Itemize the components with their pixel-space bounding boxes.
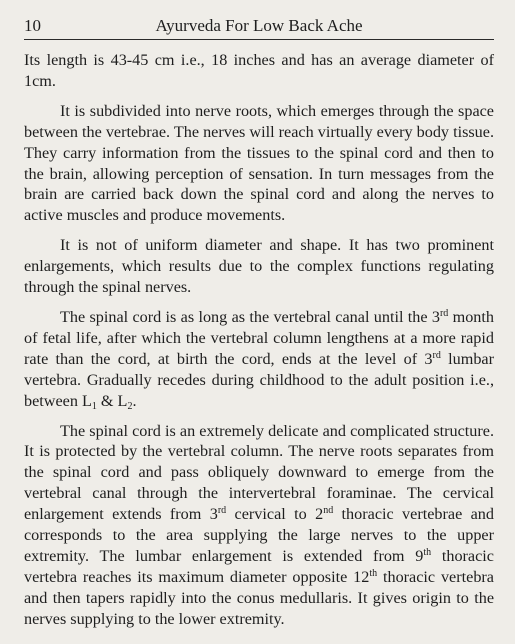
vertebra-subscript: 1	[91, 400, 97, 412]
text-run: thoracic vertebra and then tapers rapidly into the conus medullaris. It gives origin to the nerves supplying to the lower extremity.	[24, 567, 494, 628]
ordinal-superscript: rd	[439, 307, 449, 319]
running-head: Ayurveda For Low Back Ache	[155, 16, 363, 35]
text-run: & L	[96, 391, 128, 410]
paragraph-structure	[24, 421, 494, 630]
ordinal-superscript: th	[423, 546, 432, 558]
body-text	[24, 50, 494, 639]
paragraph-nerve-roots	[24, 101, 494, 226]
text-run: cervical to 2	[226, 505, 324, 524]
vertebra-subscript: 2	[127, 400, 133, 412]
page-number: 10	[24, 16, 41, 35]
text-run: The spinal cord is an extremely delicate and complicated structure. It is protected by the vertebral column. The nerve roots separates from the spinal cord and pass obliquely downward to emerge from the vertebral canal through the intervertebral foraminae. The cervical enlargement extends from 3	[24, 421, 494, 524]
paragraph-text: Its length is 43-45 cm i.e., 18 inches and has an average diameter of 1cm.	[24, 51, 494, 90]
ordinal-superscript: th	[369, 567, 378, 579]
text-run: lumbar vertebra. Gradually recedes during childhood to the adult position i.e., between L	[24, 349, 494, 410]
text-run: The spinal cord is as long as the vertebral canal until the 3	[60, 307, 440, 326]
ordinal-superscript: rd	[432, 349, 441, 361]
text-run: month of fetal life, after which the vertebral column lengthens at a more rapid rate than the cord, at birth the cord, ends at the level of 3	[24, 307, 494, 368]
paragraph-fetal-development	[24, 307, 494, 412]
paragraph-text: It is not of uniform diameter and shape. It has two prominent enlargements, which results due to the complex functions regulating through the spinal nerves.	[24, 236, 494, 297]
page-header	[24, 13, 494, 40]
text-run: thoracic vertebra reaches its maximum diameter opposite 12	[24, 546, 494, 586]
ordinal-superscript: nd	[323, 505, 334, 517]
ordinal-superscript: rd	[217, 505, 227, 517]
paragraph-diameter	[24, 235, 494, 298]
paragraph-length	[24, 50, 494, 92]
paragraph-text: It is subdivided into nerve roots, which emerges through the space between the vertebrae. The nerves will reach virtually every body tissue. They carry information from the tissues to the spinal cord and then to the brain, allowing perception of sensation. In turn messages from the brain are carried back down the spinal cord and along the nerves to active muscles and produce movements.	[24, 101, 494, 225]
text-run: .	[132, 391, 137, 410]
text-run: thoracic vertebrae and corresponds to the area supplying the large nerves to the upper extremity. The lumbar enlargement is extended from 9	[24, 505, 494, 565]
